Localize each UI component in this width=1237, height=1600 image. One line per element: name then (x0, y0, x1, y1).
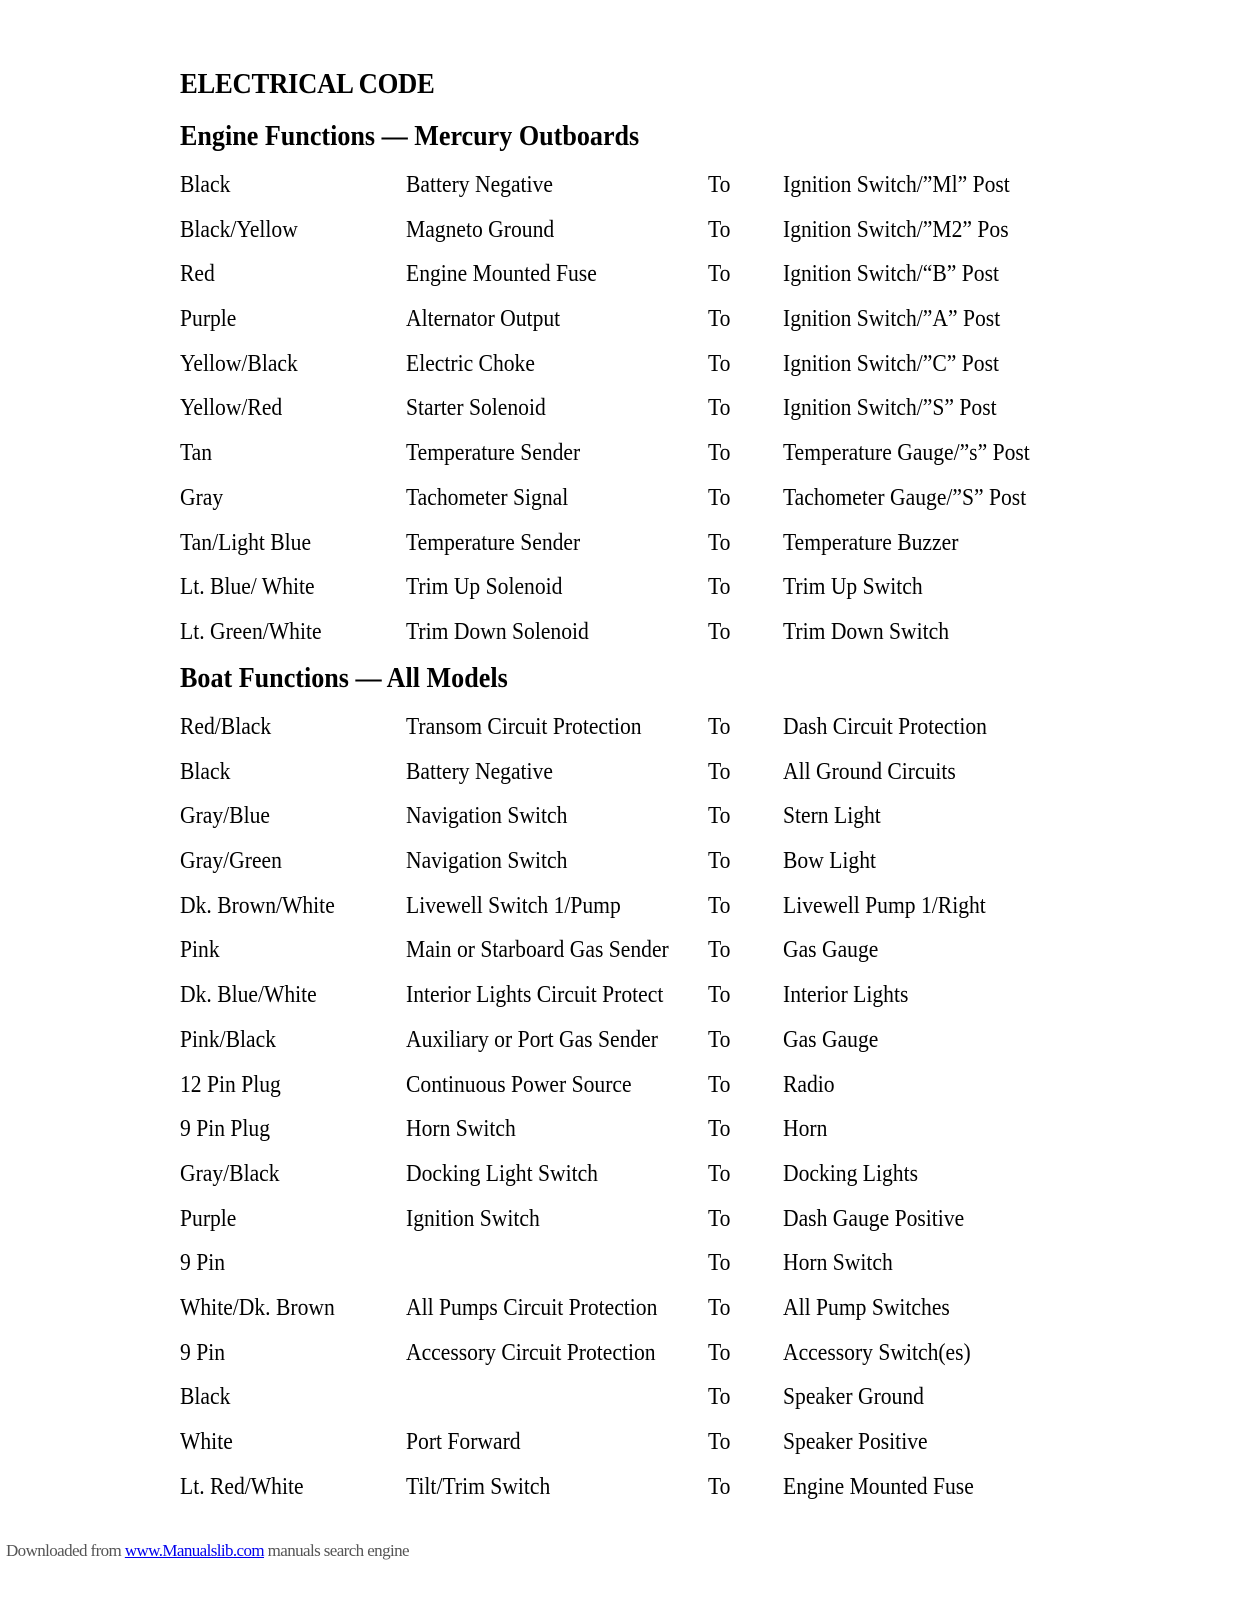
function-cell: Port Forward (406, 1429, 521, 1455)
table-row (0, 485, 1237, 530)
wire-color-cell: Tan (180, 440, 213, 467)
function-cell: Navigation Switch (406, 803, 568, 830)
table-row (0, 982, 1237, 1027)
to-cell: To (708, 1339, 731, 1366)
to-cell: To (708, 714, 731, 740)
to-cell: To (708, 1205, 731, 1232)
wire-color-cell: Black (180, 758, 231, 785)
wire-color-cell: Black/Yellow (180, 216, 298, 243)
to-cell: To (708, 758, 731, 785)
destination-cell: Ignition Switch/“B” Post (783, 261, 999, 288)
wire-color-cell: Red (180, 261, 215, 288)
wire-color-cell: Lt. Red/White (180, 1473, 304, 1500)
wire-color-cell: Black (180, 1384, 231, 1411)
table-row (0, 351, 1237, 396)
table-row (0, 893, 1237, 938)
table-row (0, 395, 1237, 440)
function-cell: Battery Negative (406, 172, 553, 198)
to-cell: To (708, 261, 731, 288)
table-row (0, 574, 1237, 619)
function-cell: Continuous Power Source (406, 1071, 632, 1098)
destination-cell: Horn Switch (783, 1250, 893, 1277)
wire-color-cell: Black (180, 172, 231, 198)
function-cell: Auxiliary or Port Gas Sender (406, 1026, 658, 1053)
table-row (0, 714, 1237, 759)
function-cell: Ignition Switch (406, 1205, 540, 1232)
to-cell: To (708, 350, 731, 377)
to-cell: To (708, 848, 731, 875)
destination-cell: Ignition Switch/”C” Post (783, 350, 999, 377)
function-cell: Battery Negative (406, 758, 553, 785)
table-row (0, 937, 1237, 982)
to-cell: To (708, 1384, 731, 1411)
wire-color-cell: Gray/Blue (180, 803, 270, 830)
to-cell: To (708, 172, 731, 198)
destination-cell: Stern Light (783, 803, 881, 830)
wire-color-cell: Dk. Blue/White (180, 982, 317, 1009)
destination-cell: Trim Up Switch (783, 574, 923, 601)
function-cell: Magneto Ground (406, 216, 555, 243)
destination-cell: Gas Gauge (783, 1026, 879, 1053)
table-row (0, 848, 1237, 893)
wire-color-cell: Tan/Light Blue (180, 529, 312, 556)
wire-color-cell: Dk. Brown/White (180, 892, 335, 919)
wire-color-cell: Pink (180, 937, 220, 964)
function-cell: Navigation Switch (406, 848, 568, 875)
function-cell: Starter Solenoid (406, 395, 546, 422)
destination-cell: Docking Lights (783, 1160, 918, 1187)
wire-color-cell: Yellow/Black (180, 350, 298, 377)
destination-cell: Ignition Switch/”S” Post (783, 395, 997, 422)
function-cell: Alternator Output (406, 306, 561, 333)
to-cell: To (708, 1116, 731, 1143)
destination-cell: Trim Down Switch (783, 618, 950, 645)
destination-cell: All Pump Switches (783, 1294, 950, 1321)
table-row (0, 759, 1237, 804)
table-row (0, 172, 1237, 217)
destination-cell: Temperature Gauge/”s” Post (783, 440, 1030, 467)
to-cell: To (708, 982, 731, 1009)
footer-link[interactable]: www.Manualslib.com (124, 1541, 265, 1560)
wire-color-cell: 9 Pin Plug (180, 1116, 271, 1143)
to-cell: To (708, 1429, 731, 1455)
destination-cell: Speaker Ground (783, 1384, 924, 1411)
table-row (0, 1384, 1237, 1429)
section-heading-engine: Engine Functions — Mercury Outboards (180, 120, 640, 152)
destination-cell: Temperature Buzzer (783, 529, 959, 556)
table-row (0, 1027, 1237, 1072)
table-row (0, 1072, 1237, 1117)
destination-cell: Dash Circuit Protection (783, 714, 987, 740)
destination-cell: Bow Light (783, 848, 877, 875)
to-cell: To (708, 1160, 731, 1187)
wire-color-cell: Purple (180, 1205, 237, 1232)
table-row (0, 803, 1237, 848)
table-row (0, 261, 1237, 306)
to-cell: To (708, 1473, 731, 1500)
to-cell: To (708, 1026, 731, 1053)
table-row (0, 1340, 1237, 1385)
to-cell: To (708, 618, 731, 645)
wire-color-cell: Lt. Blue/ White (180, 574, 315, 601)
to-cell: To (708, 440, 731, 467)
to-cell: To (708, 574, 731, 601)
table-row (0, 1429, 1237, 1474)
table-row (0, 619, 1237, 664)
function-cell: Trim Up Solenoid (406, 574, 563, 601)
function-cell: Interior Lights Circuit Protect (406, 982, 664, 1009)
to-cell: To (708, 1294, 731, 1321)
destination-cell: All Ground Circuits (783, 758, 956, 785)
wire-color-cell: Gray/Black (180, 1160, 280, 1187)
to-cell: To (708, 937, 731, 964)
section-heading-boat: Boat Functions — All Models (180, 662, 508, 694)
function-cell: Horn Switch (406, 1116, 516, 1143)
to-cell: To (708, 1250, 731, 1277)
destination-cell: Speaker Positive (783, 1429, 928, 1455)
wire-color-cell: Red/Black (180, 714, 272, 740)
destination-cell: Radio (783, 1071, 835, 1098)
destination-cell: Livewell Pump 1/Right (783, 892, 986, 919)
function-cell: Tilt/Trim Switch (406, 1473, 551, 1500)
wire-color-cell: White (180, 1429, 233, 1455)
table-row (0, 1250, 1237, 1295)
to-cell: To (708, 395, 731, 422)
function-cell: Temperature Sender (406, 529, 581, 556)
function-cell: Docking Light Switch (406, 1160, 598, 1187)
boat-functions-table (0, 714, 1237, 1518)
wire-color-cell: Pink/Black (180, 1026, 277, 1053)
destination-cell: Gas Gauge (783, 937, 879, 964)
to-cell: To (708, 484, 731, 511)
function-cell: Accessory Circuit Protection (406, 1339, 656, 1366)
wire-color-cell: Yellow/Red (180, 395, 283, 422)
to-cell: To (708, 803, 731, 830)
table-row (0, 1295, 1237, 1340)
table-row (0, 217, 1237, 262)
function-cell: Tachometer Signal (406, 484, 569, 511)
destination-cell: Accessory Switch(es) (783, 1339, 971, 1366)
function-cell: Electric Choke (406, 350, 535, 377)
wire-color-cell: Purple (180, 306, 237, 333)
function-cell: Livewell Switch 1/Pump (406, 892, 621, 919)
table-row (0, 306, 1237, 351)
table-row (0, 1116, 1237, 1161)
destination-cell: Dash Gauge Positive (783, 1205, 965, 1232)
function-cell: All Pumps Circuit Protection (406, 1294, 658, 1321)
to-cell: To (708, 306, 731, 333)
footer-suffix: manuals search engine (264, 1541, 409, 1560)
wire-color-cell: Gray (180, 484, 224, 511)
wire-color-cell: Gray/Green (180, 848, 282, 875)
destination-cell: Tachometer Gauge/”S” Post (783, 484, 1027, 511)
footer (6, 1541, 409, 1561)
to-cell: To (708, 1071, 731, 1098)
page-title: ELECTRICAL CODE (180, 68, 435, 100)
engine-functions-table (0, 172, 1237, 664)
function-cell: Main or Starboard Gas Sender (406, 937, 669, 964)
footer-prefix: Downloaded from (6, 1541, 125, 1560)
wire-color-cell: 9 Pin (180, 1339, 226, 1366)
table-row (0, 530, 1237, 575)
function-cell: Temperature Sender (406, 440, 581, 467)
destination-cell: Ignition Switch/”M2” Pos (783, 216, 1009, 243)
function-cell: Engine Mounted Fuse (406, 261, 597, 288)
function-cell: Trim Down Solenoid (406, 618, 589, 645)
wire-color-cell: 9 Pin (180, 1250, 226, 1277)
table-row (0, 1206, 1237, 1251)
wire-color-cell: 12 Pin Plug (180, 1071, 281, 1098)
function-cell: Transom Circuit Protection (406, 714, 642, 740)
table-row (0, 440, 1237, 485)
destination-cell: Ignition Switch/”A” Post (783, 306, 1001, 333)
table-row (0, 1161, 1237, 1206)
destination-cell: Interior Lights (783, 982, 909, 1009)
destination-cell: Horn (783, 1116, 828, 1143)
to-cell: To (708, 216, 731, 243)
wire-color-cell: Lt. Green/White (180, 618, 322, 645)
table-row (0, 1474, 1237, 1519)
destination-cell: Engine Mounted Fuse (783, 1473, 974, 1500)
destination-cell: Ignition Switch/”Ml” Post (783, 172, 1010, 198)
wire-color-cell: White/Dk. Brown (180, 1294, 335, 1321)
to-cell: To (708, 892, 731, 919)
to-cell: To (708, 529, 731, 556)
